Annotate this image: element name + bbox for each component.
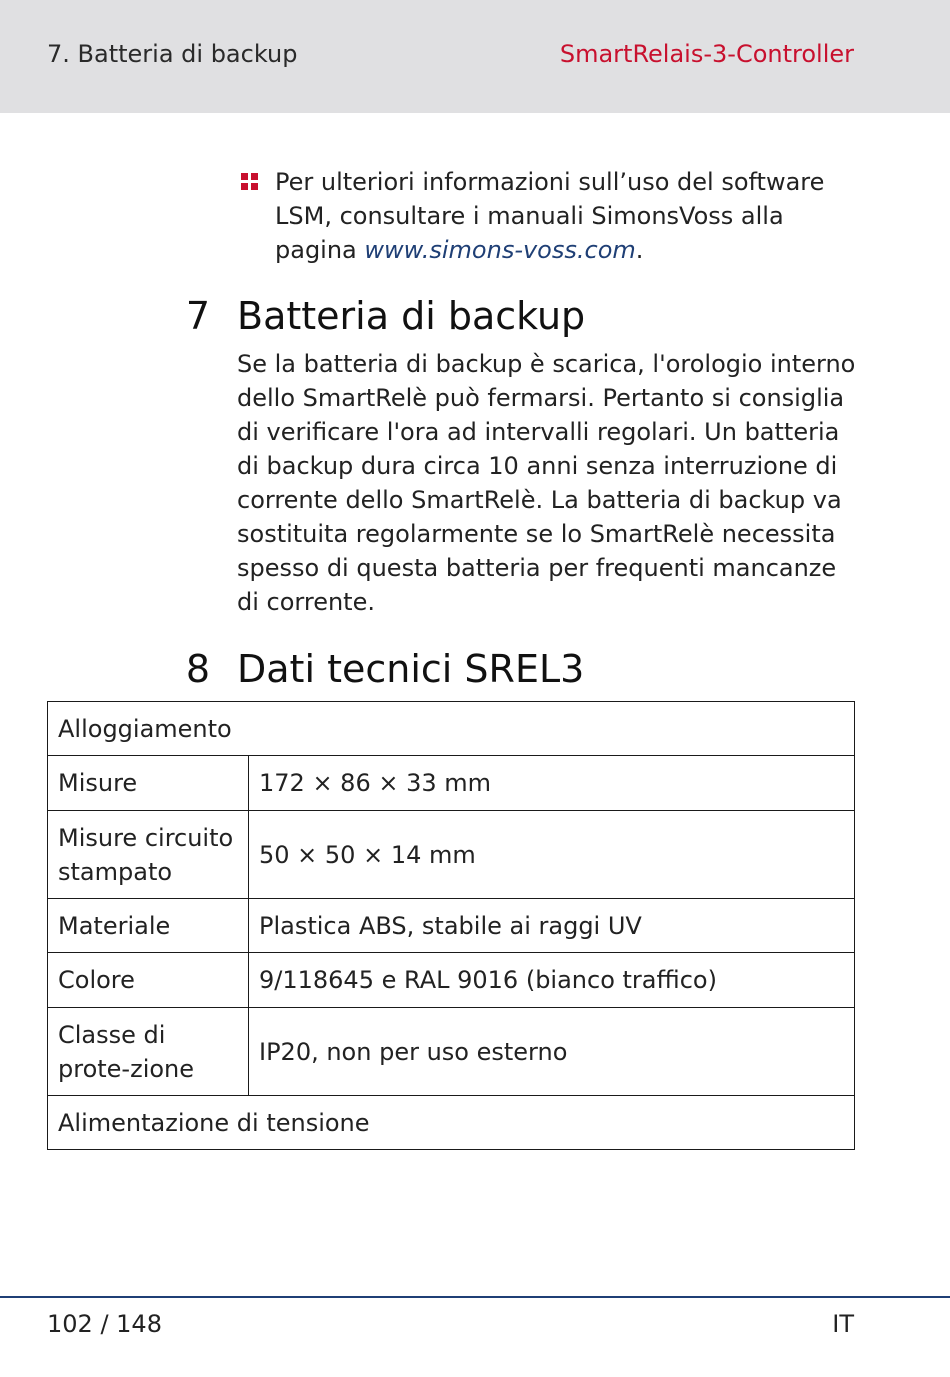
group-power-supply: Alimentazione di tensione [48, 1096, 855, 1150]
row-value: Plastica ABS, stabile ai raggi UV [249, 899, 855, 953]
section-7-paragraph: Se la batteria di backup è scarica, l'orologio interno dello SmartRelè può fermarsi. Pertanto si consiglia di verificare l'ora ad intervalli regolari. Un batteria di backup dura circa 10 anni senza interruzione di corrente dello SmartRelè. La batteria di backup va sostituita regolarmente se lo SmartRelè necessita spesso di questa batteria per frequenti mancanze di corrente. [237, 350, 856, 616]
section-8-number: 8 [185, 647, 210, 691]
section-7-number: 7 [185, 294, 210, 338]
page-header [0, 0, 950, 113]
website-link[interactable]: www.simons-voss.com [364, 236, 636, 264]
note-text [275, 165, 865, 267]
row-label: Misure circuito stampato [48, 811, 249, 899]
section-7-title: Batteria di backup [237, 294, 586, 338]
note-period: . [635, 236, 644, 264]
table-group-row [48, 702, 855, 756]
language-code: IT [832, 1310, 854, 1338]
table-row [48, 899, 855, 953]
row-value: 172 × 86 × 33 mm [249, 756, 855, 811]
group-housing: Alloggiamento [48, 702, 855, 756]
table-row [48, 811, 855, 899]
row-label: Misure [48, 756, 249, 811]
row-value: IP20, non per uso esterno [249, 1008, 855, 1096]
row-label: Colore [48, 953, 249, 1008]
chapter-title: 7. Batteria di backup [47, 40, 298, 68]
row-label: Classe di prote-zione [48, 1008, 249, 1096]
row-value: 9/118645 e RAL 9016 (bianco traffico) [249, 953, 855, 1008]
footer-divider [0, 1296, 950, 1298]
table-group-row [48, 1096, 855, 1150]
row-label: Materiale [48, 899, 249, 953]
table-row [48, 953, 855, 1008]
info-grid-icon [241, 173, 259, 191]
table-row [48, 1008, 855, 1096]
note-body: Per ulteriori informazioni sull’uso del software LSM, consultare i manuali SimonsVoss alla pagina [275, 168, 825, 264]
row-value: 50 × 50 × 14 mm [249, 811, 855, 899]
table-row [48, 756, 855, 811]
section-8-title: Dati tecnici SREL3 [237, 647, 585, 691]
spec-table [47, 701, 855, 1150]
page-number: 102 / 148 [47, 1310, 162, 1338]
product-name: SmartRelais-3-Controller [559, 40, 854, 68]
